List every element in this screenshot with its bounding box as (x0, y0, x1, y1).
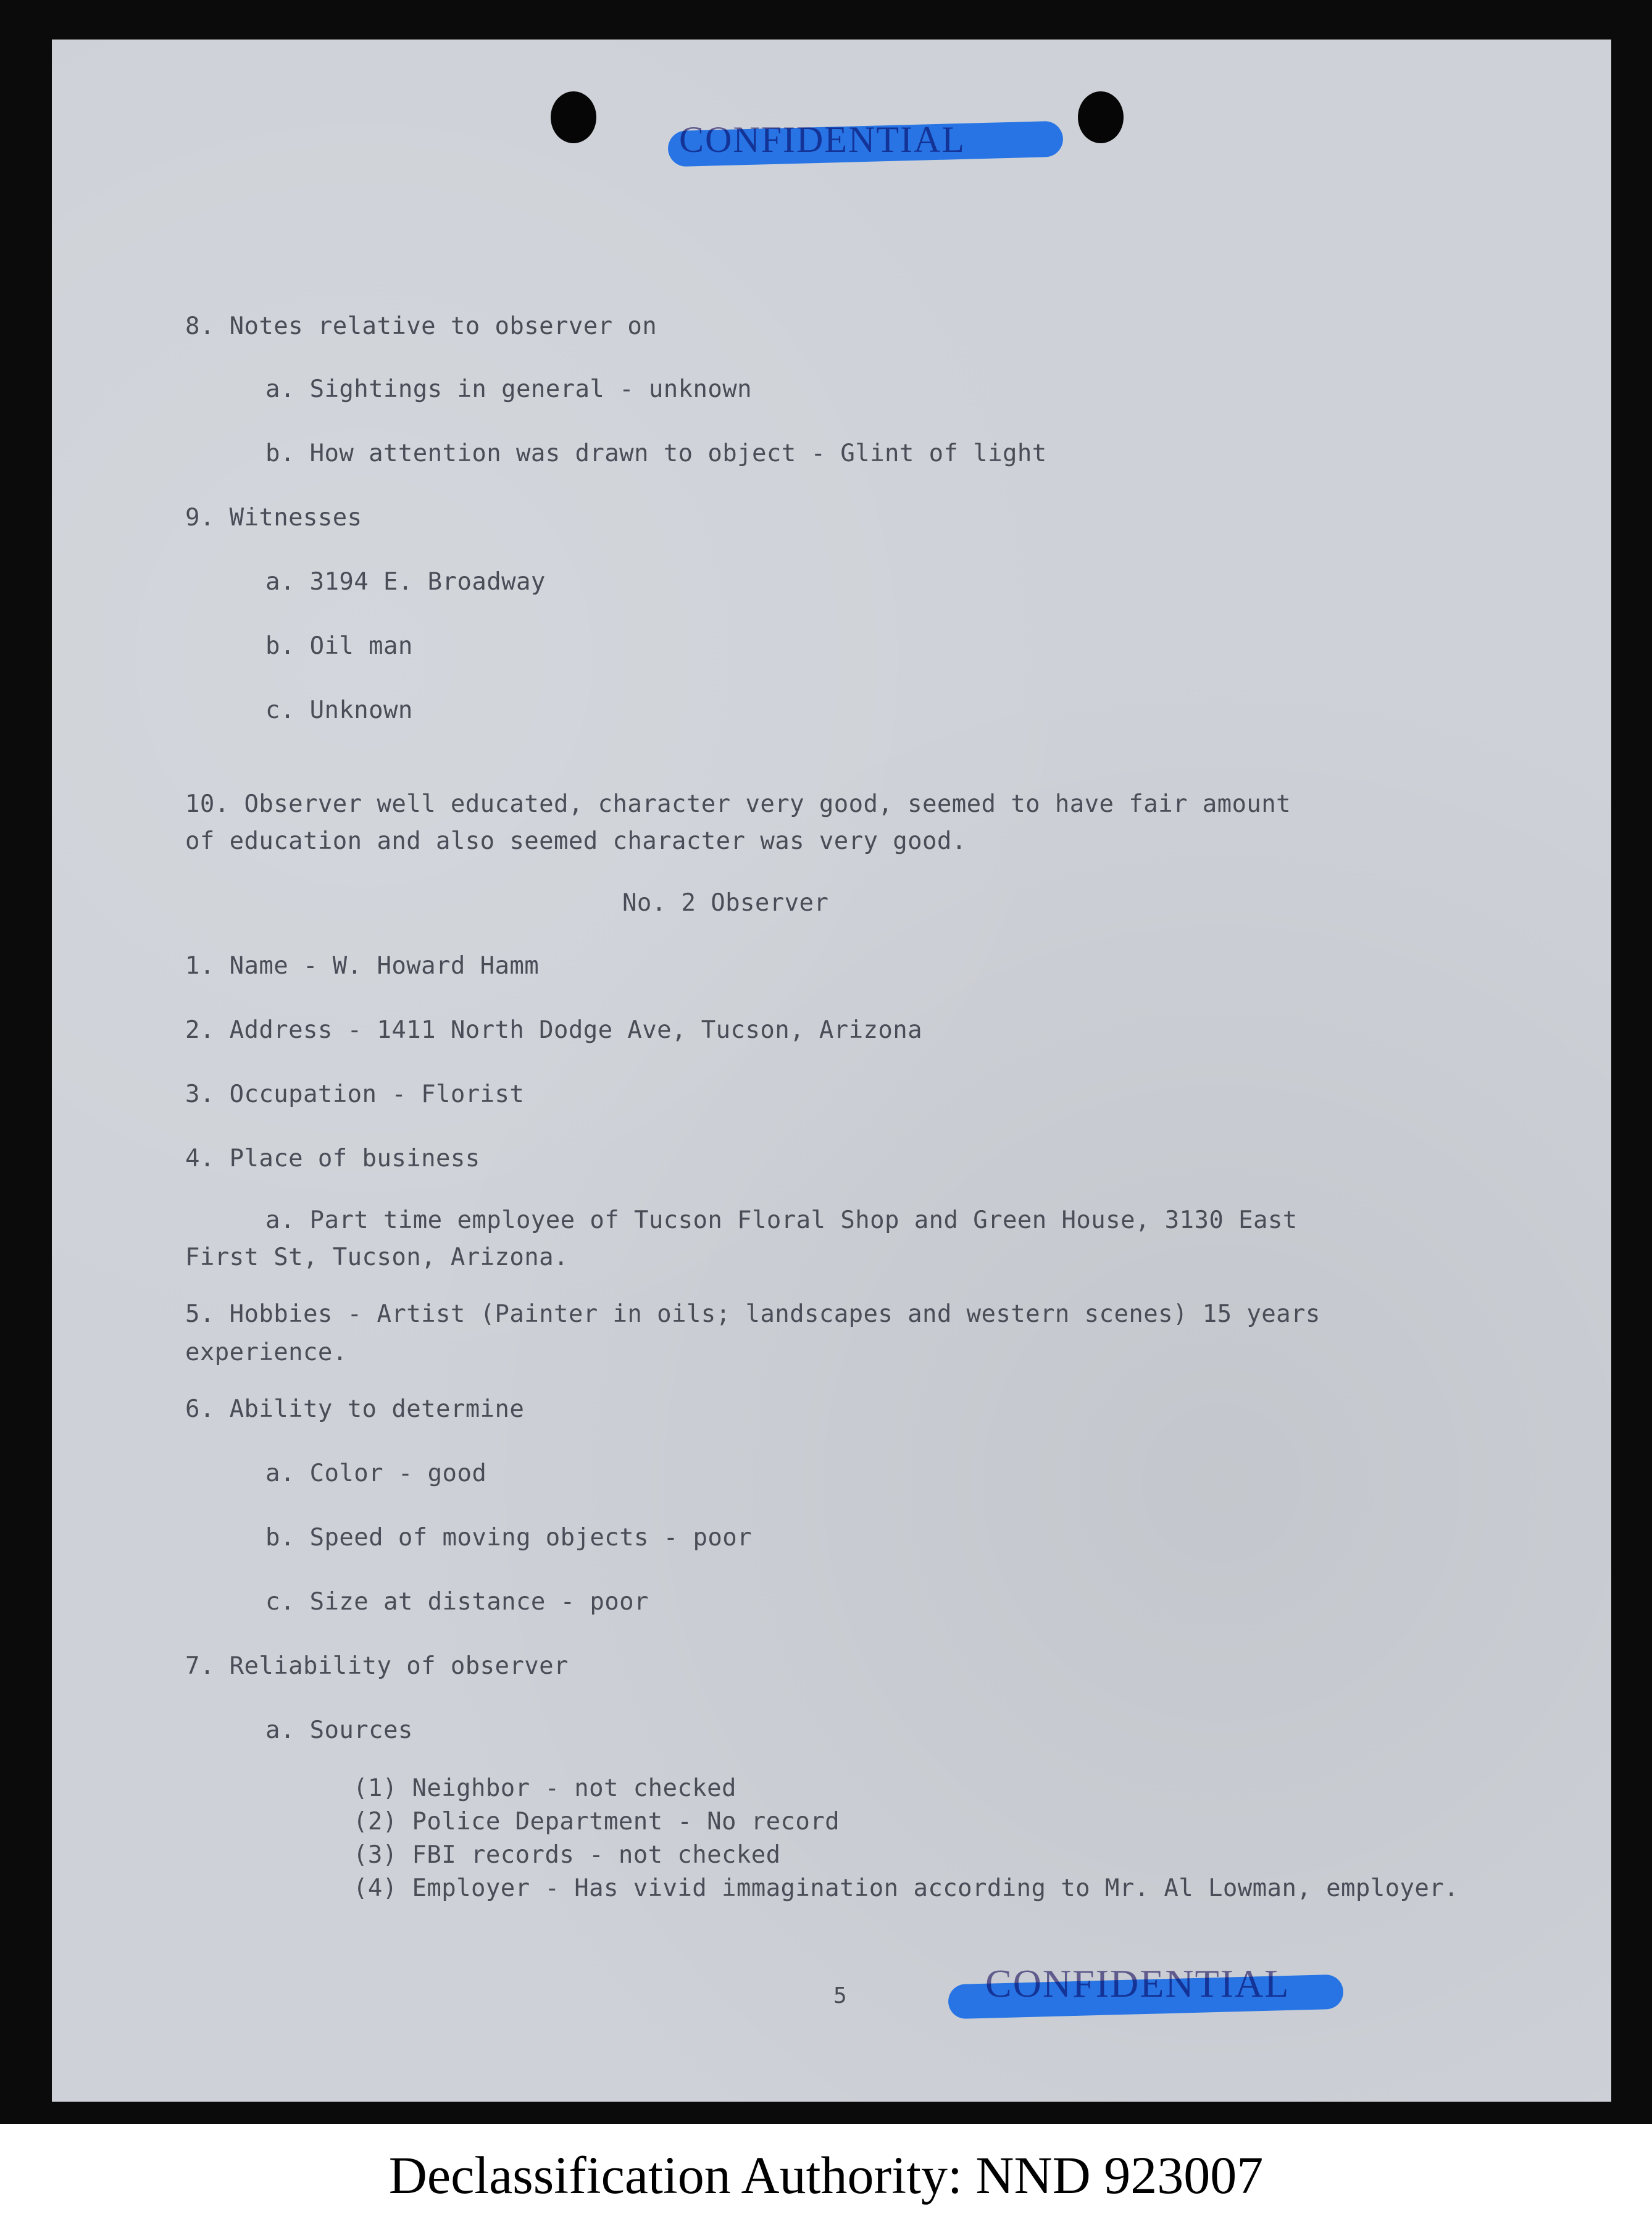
doc-line: a. Color - good (265, 1460, 487, 1487)
doc-line: experience. (185, 1339, 348, 1366)
doc-line: c. Unknown (265, 696, 413, 724)
doc-line: 5. Hobbies - Artist (Painter in oils; landscapes and western scenes) 15 years (185, 1300, 1320, 1328)
doc-line: b. How attention was drawn to object - Glint of light (265, 440, 1047, 467)
doc-line: 6. Ability to determine (185, 1395, 525, 1423)
doc-line: a. 3194 E. Broadway (265, 568, 546, 596)
doc-line: (2) Police Department - No record (353, 1808, 840, 1836)
doc-line: 2. Address - 1411 North Dodge Ave, Tucson, Arizona (185, 1016, 922, 1044)
doc-line: 7. Reliability of observer (185, 1652, 569, 1680)
doc-line: of education and also seemed character was very good. (185, 827, 967, 855)
confidential-stamp-bottom: CONFIDENTIAL (985, 1961, 1290, 2007)
doc-line: a. Sightings in general - unknown (265, 375, 753, 403)
doc-line: First St, Tucson, Arizona. (185, 1243, 569, 1271)
doc-line: 4. Place of business (185, 1145, 480, 1172)
doc-line: 10. Observer well educated, character very good, seemed to have fair amount (185, 790, 1291, 818)
doc-line: a. Part time employee of Tucson Floral Shop and Green House, 3130 East (265, 1206, 1298, 1234)
doc-line: 8. Notes relative to observer on (185, 312, 657, 340)
doc-line: b. Speed of moving objects - poor (265, 1524, 753, 1552)
doc-line: (3) FBI records - not checked (353, 1841, 781, 1869)
doc-line: (4) Employer - Has vivid immagination according to Mr. Al Lowman, employer. (353, 1874, 1459, 1902)
document-paper (52, 40, 1611, 2102)
section-heading: No. 2 Observer (622, 889, 829, 917)
punch-hole-right (1078, 91, 1124, 143)
doc-line: b. Oil man (265, 632, 413, 660)
punch-hole-left (551, 91, 596, 143)
declassification-footer: Declassification Authority: NND 923007 (0, 2124, 1652, 2227)
doc-line: (1) Neighbor - not checked (353, 1774, 736, 1802)
doc-line: a. Sources (265, 1716, 413, 1744)
doc-line: 3. Occupation - Florist (185, 1080, 525, 1108)
page-number: 5 (833, 1983, 847, 2008)
doc-line: 9. Witnesses (185, 504, 362, 532)
doc-line: 1. Name - W. Howard Hamm (185, 952, 540, 980)
doc-line: c. Size at distance - poor (265, 1588, 649, 1616)
confidential-stamp-top: CONFIDENTIAL (679, 119, 966, 161)
